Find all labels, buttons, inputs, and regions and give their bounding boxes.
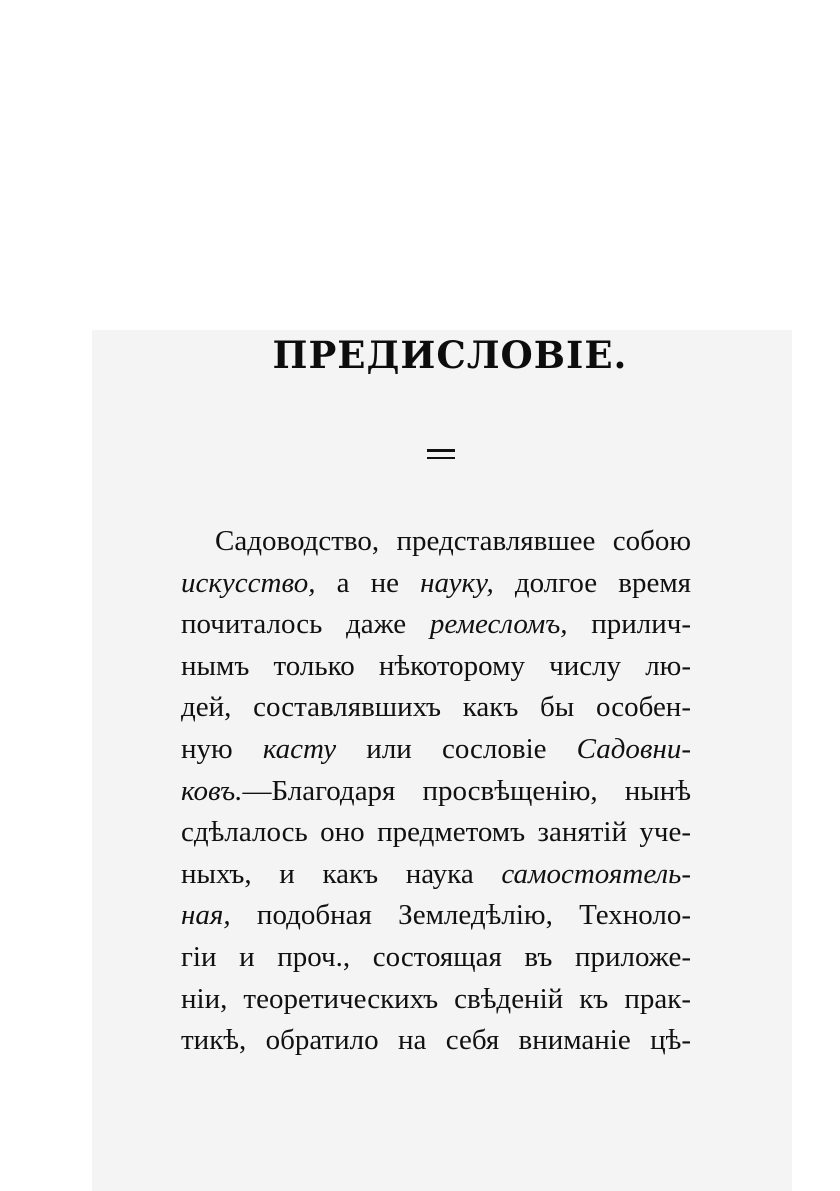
page-title: ПРЕДИСЛОВІЕ.: [272, 333, 628, 377]
text-run: ную: [181, 732, 263, 765]
text-line: [181, 521, 691, 563]
text-run: ныхъ, и какъ наука: [181, 857, 502, 890]
text-run: сдѣлалось оно предметомъ занятій уче-: [181, 816, 691, 849]
italic-term: самостоятель-: [501, 857, 691, 890]
text-run: или сословіе: [336, 732, 577, 765]
text-line: [181, 646, 691, 688]
text-run: почиталось даже: [181, 608, 430, 641]
text-line: [181, 687, 691, 729]
text-line: [181, 1020, 691, 1062]
text-run: дей, составлявшихъ какъ бы особен-: [181, 691, 691, 724]
text-line: [181, 979, 691, 1021]
italic-term: ковъ.: [181, 774, 243, 807]
text-line: [181, 729, 691, 771]
italic-term: Садовни-: [576, 732, 692, 765]
text-line: [181, 937, 691, 979]
text-line: [181, 563, 691, 605]
text-run: нымъ только нѣкоторому числу лю-: [181, 649, 691, 682]
text-run: —Благодаря просвѣщенію, нынѣ: [242, 774, 691, 807]
text-run: тикѣ, обратило на себя вниманіе цѣ-: [181, 1024, 691, 1057]
text-run: подобная Земледѣлію, Техноло-: [230, 899, 691, 932]
title-divider: [427, 449, 455, 459]
text-line: [181, 604, 691, 646]
text-run: прилич-: [567, 608, 691, 641]
text-run: а не: [315, 566, 421, 599]
text-run: долгое время: [493, 566, 692, 599]
text-run: ніи, теоретическихъ свѣденій къ прак-: [181, 982, 691, 1015]
italic-term: искусство,: [181, 566, 316, 599]
italic-term: ная,: [181, 899, 231, 932]
text-line: [181, 771, 691, 813]
preface-paragraph: [181, 521, 691, 1062]
italic-term: науку,: [420, 566, 494, 599]
text-run: Садоводство, представлявшее собою: [215, 525, 691, 557]
text-line: [181, 895, 691, 937]
italic-term: ремесломъ,: [429, 608, 568, 641]
text-run: гіи и проч., состоящая въ приложе-: [181, 940, 691, 973]
text-line: [181, 812, 691, 854]
text-line: [181, 854, 691, 896]
italic-term: касту: [262, 732, 337, 765]
